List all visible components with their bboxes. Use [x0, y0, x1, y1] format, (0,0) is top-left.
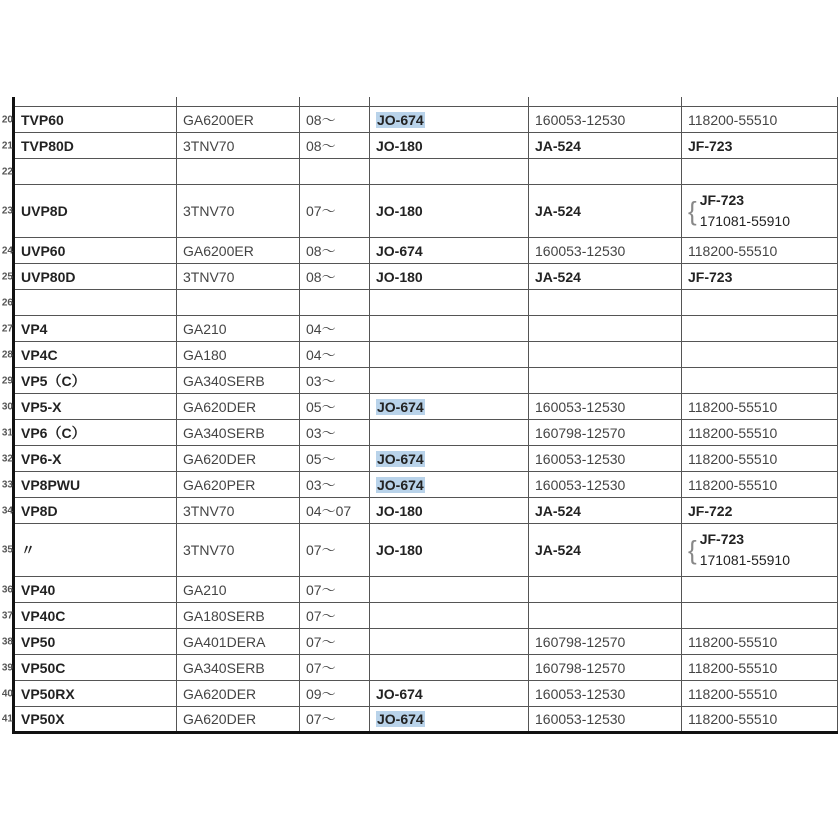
oil-filter-cell: [370, 238, 529, 264]
brace-icon: {: [688, 534, 697, 565]
engine-cell: [177, 290, 300, 316]
model-cell: [1, 655, 177, 681]
year-cell: 03～: [300, 472, 370, 498]
table-row: [14, 655, 838, 681]
model-cell: [1, 264, 177, 290]
engine-cell: GA620DER: [177, 707, 300, 733]
oil-filter-cell: [370, 159, 529, 185]
model-name: VP50: [21, 633, 56, 650]
fuel-filter-cell: JF-723: [682, 133, 838, 159]
air-filter-cell: [529, 342, 682, 368]
air-filter-cell: JA-524: [529, 524, 682, 577]
year-cell: 08～: [300, 107, 370, 133]
model-name: TVP80D: [21, 137, 74, 154]
fuel-filter-pair: [700, 529, 790, 571]
table-row: [14, 629, 838, 655]
model-name: 〃: [21, 542, 35, 558]
model-name: UVP60: [21, 242, 66, 259]
engine-cell: GA180SERB: [177, 603, 300, 629]
year-cell: 07～: [300, 707, 370, 733]
oil-filter-cell: [370, 133, 529, 159]
engine-cell: GA180: [177, 342, 300, 368]
engine-cell: GA620DER: [177, 446, 300, 472]
row-number: 32: [1, 453, 13, 464]
year-cell: 07～: [300, 524, 370, 577]
oil-filter-code: JO-674: [377, 711, 424, 727]
engine-cell: GA6200ER: [177, 238, 300, 264]
row-number: 26: [1, 297, 13, 308]
table-row: [14, 524, 838, 577]
model-name: VP4C: [21, 346, 58, 363]
model-cell: [1, 368, 177, 394]
row-number: 23: [1, 205, 13, 217]
fuel-filter-code: JF-723: [699, 192, 745, 208]
engine-cell: GA210: [177, 577, 300, 603]
model-name: UVP8D: [21, 203, 68, 219]
table-row: [14, 316, 838, 342]
row-number: 35: [1, 544, 13, 556]
oil-filter-code: JO-180: [376, 542, 423, 558]
brace-icon: {: [688, 195, 697, 226]
air-filter-cell: [529, 290, 682, 316]
model-cell: [1, 524, 177, 577]
year-cell: 08～: [300, 238, 370, 264]
air-filter-cell: JA-524: [529, 185, 682, 238]
oil-filter-cell: [370, 681, 529, 707]
row-number: 41: [1, 713, 13, 725]
air-filter-cell: 160053-12530: [529, 107, 682, 133]
air-filter-cell: 160798-12570: [529, 655, 682, 681]
table-row: [14, 264, 838, 290]
row-number: 22: [1, 166, 13, 177]
air-filter-cell: 160053-12530: [529, 394, 682, 420]
engine-cell: [177, 159, 300, 185]
model-cell: [1, 290, 177, 316]
oil-filter-code: JO-674: [376, 685, 423, 702]
row-number: 40: [1, 688, 13, 699]
row-number: 30: [1, 401, 13, 412]
oil-filter-code: JO-674: [377, 450, 424, 467]
engine-cell: GA620PER: [177, 472, 300, 498]
row-number: 39: [1, 662, 13, 673]
model-cell: [1, 446, 177, 472]
table-row: [14, 420, 838, 446]
row-number: 28: [1, 349, 13, 360]
oil-filter-code: JO-674: [377, 476, 424, 493]
table-row: [14, 603, 838, 629]
year-cell: 03～: [300, 368, 370, 394]
year-cell: 07～: [300, 185, 370, 238]
row-number: 25: [1, 271, 13, 282]
air-filter-cell: 160053-12530: [529, 681, 682, 707]
air-filter-cell: 160053-12530: [529, 446, 682, 472]
table-row: [14, 577, 838, 603]
oil-filter-cell: [370, 420, 529, 446]
model-cell: [1, 185, 177, 238]
oil-filter-cell: [370, 290, 529, 316]
oil-filter-code: JO-180: [376, 502, 423, 519]
fuel-filter-cell: [682, 159, 838, 185]
engine-cell: GA340SERB: [177, 368, 300, 394]
model-name: VP6-X: [21, 450, 62, 467]
model-name: VP6（C）: [21, 424, 86, 441]
year-cell: 07～: [300, 655, 370, 681]
engine-cell: 3TNV70: [177, 264, 300, 290]
year-cell: 04～: [300, 342, 370, 368]
oil-filter-code: JO-180: [376, 268, 423, 285]
table-row: [14, 681, 838, 707]
oil-filter-cell: [370, 342, 529, 368]
air-filter-cell: 160798-12570: [529, 629, 682, 655]
row-number: 36: [1, 584, 13, 595]
fuel-filter-cell: 118200-55510: [682, 446, 838, 472]
table-row: [14, 133, 838, 159]
model-cell: [1, 394, 177, 420]
model-name: VP40C: [21, 607, 66, 624]
row-number: 29: [1, 375, 13, 386]
model-name: VP50RX: [21, 685, 75, 702]
air-filter-cell: [529, 316, 682, 342]
table-row: [14, 290, 838, 316]
fuel-filter-cell: 118200-55510: [682, 394, 838, 420]
oil-filter-cell: [370, 264, 529, 290]
table-row: [14, 107, 838, 133]
oil-filter-code: JO-674: [376, 242, 423, 259]
air-filter-cell: [529, 159, 682, 185]
year-cell: 04～07: [300, 498, 370, 524]
engine-cell: GA6200ER: [177, 107, 300, 133]
table-row: [14, 498, 838, 524]
air-filter-cell: 160053-12530: [529, 707, 682, 733]
model-cell: [1, 133, 177, 159]
oil-filter-cell: [370, 498, 529, 524]
table-row: [14, 159, 838, 185]
air-filter-cell: JA-524: [529, 498, 682, 524]
table-row: [14, 238, 838, 264]
fuel-filter-cell: [682, 577, 838, 603]
fuel-filter-alt-code: 171081-55910: [699, 552, 790, 568]
oil-filter-code: JO-674: [377, 398, 424, 415]
model-name: VP40: [21, 581, 56, 598]
table-row: [14, 368, 838, 394]
air-filter-cell: JA-524: [529, 264, 682, 290]
table-row: [14, 472, 838, 498]
year-cell: 08～: [300, 133, 370, 159]
fuel-filter-alt-code: 171081-55910: [699, 213, 790, 229]
air-filter-cell: 160798-12570: [529, 420, 682, 446]
oil-filter-cell: [370, 707, 529, 733]
model-cell: [1, 681, 177, 707]
oil-filter-cell: [370, 603, 529, 629]
model-cell: [1, 420, 177, 446]
row-number: 33: [1, 479, 13, 490]
fuel-filter-cell: 118200-55510: [682, 420, 838, 446]
air-filter-cell: [529, 603, 682, 629]
model-cell: [1, 238, 177, 264]
row-number: 38: [1, 636, 13, 647]
model-name: VP5-X: [21, 398, 62, 415]
air-filter-cell: JA-524: [529, 133, 682, 159]
fuel-filter-cell: 118200-55510: [682, 707, 838, 733]
oil-filter-cell: [370, 107, 529, 133]
model-cell: [1, 498, 177, 524]
year-cell: [300, 290, 370, 316]
model-cell: [1, 629, 177, 655]
row-number: 27: [1, 323, 13, 334]
oil-filter-cell: [370, 655, 529, 681]
model-name: VP5（C）: [21, 372, 86, 389]
engine-cell: GA340SERB: [177, 655, 300, 681]
row-number: 21: [1, 140, 13, 151]
engine-cell: GA210: [177, 316, 300, 342]
engine-cell: GA620DER: [177, 681, 300, 707]
fuel-filter-pair: [700, 190, 790, 232]
model-name: VP8PWU: [21, 476, 81, 493]
oil-filter-code: JO-180: [376, 203, 423, 219]
oil-filter-cell: [370, 185, 529, 238]
table-row: [14, 185, 838, 238]
table-row: [14, 707, 838, 733]
fuel-filter-cell: 118200-55510: [682, 681, 838, 707]
year-cell: 07～: [300, 577, 370, 603]
model-cell: [1, 159, 177, 185]
model-cell: [1, 707, 177, 733]
fuel-filter-cell: JF-722: [682, 498, 838, 524]
model-name: VP50X: [21, 711, 65, 727]
oil-filter-code: JO-180: [376, 137, 423, 154]
oil-filter-cell: [370, 629, 529, 655]
model-name: UVP80D: [21, 268, 76, 285]
table-row: [14, 446, 838, 472]
model-name: VP4: [21, 320, 48, 337]
year-cell: 07～: [300, 603, 370, 629]
air-filter-cell: [529, 368, 682, 394]
air-filter-cell: 160053-12530: [529, 472, 682, 498]
model-cell: [1, 316, 177, 342]
row-number: 20: [1, 114, 13, 125]
fuel-filter-code: JF-723: [699, 531, 745, 547]
oil-filter-cell: [370, 368, 529, 394]
year-cell: 05～: [300, 394, 370, 420]
oil-filter-cell: [370, 577, 529, 603]
engine-cell: 3TNV70: [177, 185, 300, 238]
year-cell: 08～: [300, 264, 370, 290]
fuel-filter-cell: 118200-55510: [682, 629, 838, 655]
oil-filter-cell: [370, 524, 529, 577]
year-cell: 07～: [300, 629, 370, 655]
engine-cell: 3TNV70: [177, 133, 300, 159]
year-cell: 09～: [300, 681, 370, 707]
year-cell: 05～: [300, 446, 370, 472]
table-top-spacer: [14, 97, 838, 107]
table-row: [14, 394, 838, 420]
table-row: [14, 342, 838, 368]
model-name: TVP60: [21, 111, 64, 128]
model-cell: [1, 603, 177, 629]
row-number: 34: [1, 505, 13, 516]
model-cell: [1, 107, 177, 133]
row-number: 37: [1, 610, 13, 621]
oil-filter-cell: [370, 394, 529, 420]
fuel-filter-cell: [682, 185, 838, 238]
model-name: VP8D: [21, 502, 58, 519]
model-cell: [1, 342, 177, 368]
oil-filter-cell: [370, 316, 529, 342]
parts-table: [1, 97, 838, 734]
engine-cell: GA620DER: [177, 394, 300, 420]
model-name: VP50C: [21, 659, 66, 676]
fuel-filter-cell: 118200-55510: [682, 655, 838, 681]
fuel-filter-cell: 118200-55510: [682, 107, 838, 133]
year-cell: 04～: [300, 316, 370, 342]
engine-cell: GA340SERB: [177, 420, 300, 446]
fuel-filter-cell: [682, 368, 838, 394]
fuel-filter-cell: [682, 342, 838, 368]
year-cell: [300, 159, 370, 185]
fuel-filter-cell: JF-723: [682, 264, 838, 290]
oil-filter-cell: [370, 472, 529, 498]
engine-cell: 3TNV70: [177, 524, 300, 577]
model-cell: [1, 472, 177, 498]
fuel-filter-cell: [682, 290, 838, 316]
air-filter-cell: [529, 577, 682, 603]
fuel-filter-cell: [682, 316, 838, 342]
oil-filter-cell: [370, 446, 529, 472]
engine-cell: GA401DERA: [177, 629, 300, 655]
row-number: 24: [1, 245, 13, 256]
fuel-filter-cell: [682, 524, 838, 577]
year-cell: 03～: [300, 420, 370, 446]
row-number: 31: [1, 427, 13, 438]
model-cell: [1, 577, 177, 603]
fuel-filter-cell: 118200-55510: [682, 472, 838, 498]
air-filter-cell: 160053-12530: [529, 238, 682, 264]
fuel-filter-cell: [682, 603, 838, 629]
fuel-filter-cell: 118200-55510: [682, 238, 838, 264]
oil-filter-code: JO-674: [377, 111, 424, 128]
engine-cell: 3TNV70: [177, 498, 300, 524]
